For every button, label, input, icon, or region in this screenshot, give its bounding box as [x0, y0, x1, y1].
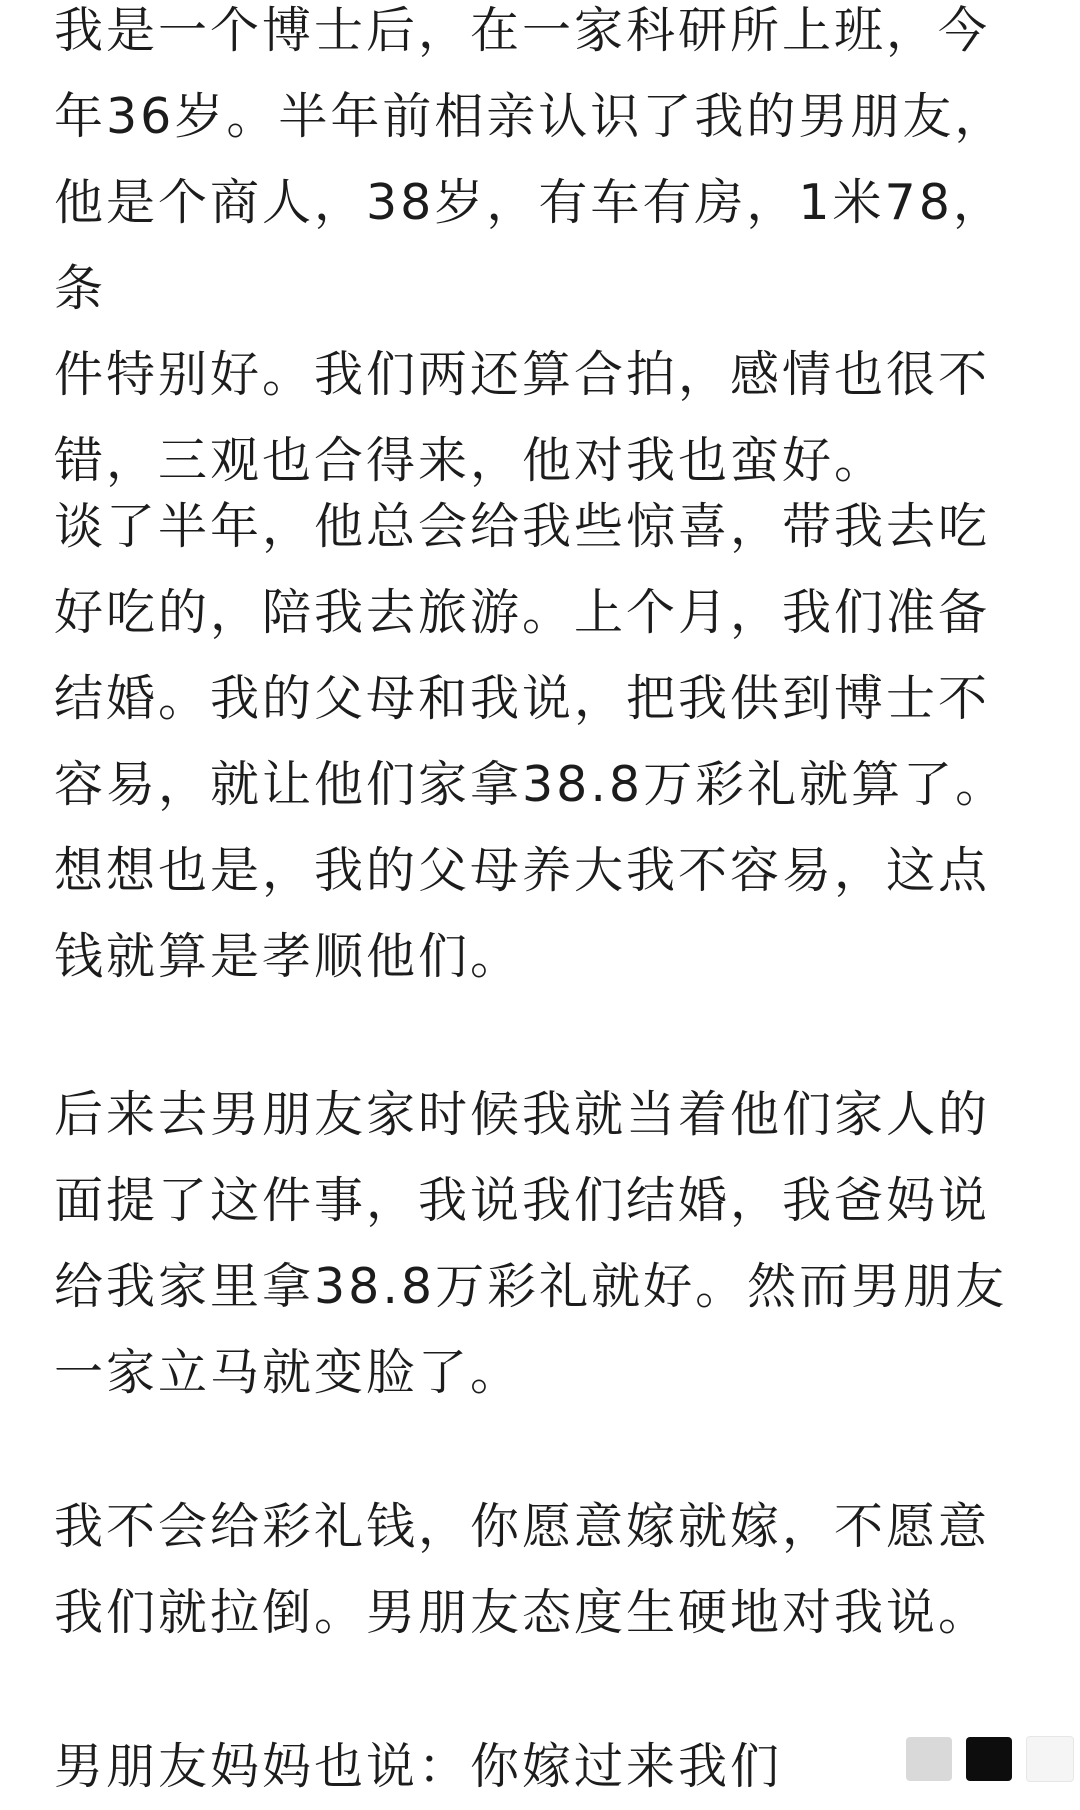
watermark-dark-block	[966, 1737, 1012, 1781]
paragraph-2: 谈了半年，他总会给我些惊喜，带我去吃 好吃的，陪我去旅游。上个月，我们准备 结婚。我的父母和我说，把我供到博士不 容易，就让他们家拿38.8万彩礼就算了。 想想也是，我的父母养大我不容易，这点 钱就算是孝顺他们。	[54, 498, 1008, 985]
watermark	[814, 1724, 1074, 1794]
watermark-white-block	[1026, 1736, 1074, 1782]
paragraph-5: 男朋友妈妈也说：你嫁过来我们	[54, 1738, 783, 1795]
paragraph-4: 我不会给彩礼钱，你愿意嫁就嫁，不愿意 我们就拉倒。男朋友态度生硬地对我说。	[54, 1498, 991, 1641]
paragraph-1: 我是一个博士后，在一家科研所上班，今 年36岁。半年前相亲认识了我的男朋友， 他是个商人，38岁，有车有房，1米78，条 件特别好。我们两还算合拍，感情也很不 错，三观也合得来，他对我也蛮好。	[54, 2, 1007, 489]
paragraph-3: 后来去男朋友家时候我就当着他们家人的 面提了这件事，我说我们结婚，我爸妈说 给我家里拿38.8万彩礼就好。然而男朋友 一家立马就变脸了。	[54, 1086, 1008, 1401]
watermark-light-block	[906, 1737, 952, 1781]
